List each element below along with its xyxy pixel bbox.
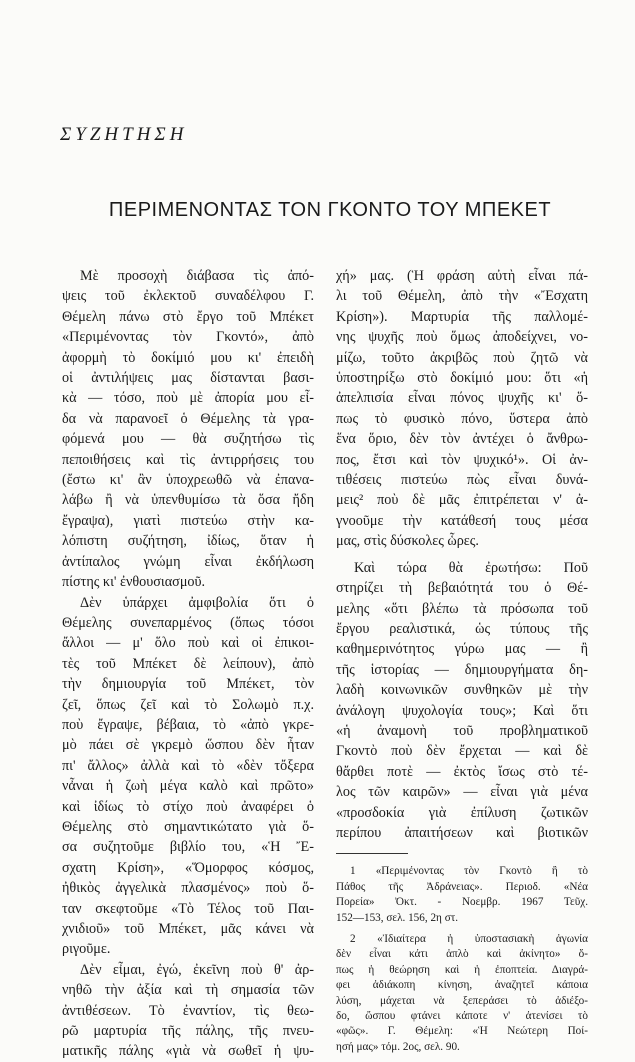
text-line: λάβω ἢ νὰ ὑπενθυμίσω τὰ ὅσα ἤδη [62, 492, 314, 509]
text-line: Θέμελης στὸ σημαντικώτατο γιὰ ὅ- [62, 818, 314, 835]
text-line: ποὺ ἔγραψε, βέβαια, τὸ «ἀπὸ γκρε- [62, 716, 314, 733]
article-title: ΠΕΡΙΜΕΝΟΝΤΑΣ ΤΟΝ ΓΚΟΝΤΟ ΤΟΥ ΜΠΕΚΕΤ [108, 199, 552, 221]
text-line: ψεις τοῦ ἐκλεκτοῦ συναδέλφου Γ. [62, 288, 314, 305]
text-line: οἱ ἀντιλήψεις μας δίστανται βασι- [62, 370, 314, 387]
text-line: νἆναι ἡ ζωὴ μέγα καλὸ καὶ πρῶτο» [62, 778, 314, 795]
text-line: ἔγραψα), γιατὶ πιστεύω στὴν κα- [62, 512, 314, 529]
text-line: νης ψυχῆς ποὺ ὅμως ἀποδείχνει, νο- [336, 329, 588, 346]
text-line: κὰ — τόσο, ποὺ μὲ ἀπορία μου εἶ- [62, 390, 314, 407]
text-line: σχατη Κρίση», «Ὅμορφος κόσμος, [62, 859, 314, 876]
footnote-line: πως ἡ θεώρηση καὶ ἡ ἐποπτεία. Διαγρά- [336, 963, 588, 976]
text-line: ἄλλοι — μ' ὅλο ποὺ καὶ οἱ ἐπικοι- [62, 635, 314, 652]
text-line: πεποιθήσεις καὶ τὶς ἀντιρρήσεις του [62, 451, 314, 468]
footnote-line: Πορεία» Ὀκτ. - Νοεμβρ. 1967 Τεῦχ. [336, 896, 588, 909]
text-line: λόπιστη συζήτηση, ἰδίως, ὅταν ἡ [62, 533, 314, 550]
footnote-line: δο, ὥσπου φτάνει κάποτε ν' ἀτενίσει τὸ [336, 1010, 588, 1023]
text-line: φόμενά μου — θὰ συζητήσω τὶς [62, 431, 314, 448]
text-line: ἀνάλογη ψυχολογία τους»; Καὶ ὅτι [336, 702, 588, 719]
text-line: Μὲ προσοχὴ διάβασα τὶς ἀπό- [80, 268, 314, 284]
footnotes [336, 864, 588, 1055]
text-line: (ἔστω κι' ἂν ὑποχρεωθῶ νὰ ἐπανα- [62, 472, 314, 489]
text-line: τὲς τοῦ Μπέκετ δὲ λείπουν), ἀπὸ [62, 655, 314, 672]
text-line: «προσδοκία γιὰ ἐπίλυση ζωτικῶν [336, 804, 588, 821]
text-line: ματικῆς πάλης «γιὰ νὰ σωθεῖ ἡ ψυ- [62, 1043, 314, 1060]
text-line: ἠθικὸς ἀγγελικὰ πλασμένος» ποὺ ὅ- [62, 880, 314, 897]
text-line: Θέμελη πάνω στὸ ἔργο τοῦ Μπέκετ [62, 308, 314, 325]
text-line: νηθῶ τὴν ἀξία καὶ τὴ σημασία τῶν [62, 982, 314, 999]
text-line: Γκοντὸ ποὺ δὲν ἔρχεται — καὶ δὲ [336, 743, 588, 760]
text-line: λος τῶν καιρῶν» — εἶναι γιὰ μένα [336, 784, 588, 801]
right-column-body [336, 266, 588, 843]
text-line: τιθέσεις πιστεύω πὼς εἶναι δυνά- [336, 472, 588, 489]
text-line: τὴν δημιουργία τοῦ Μπέκετ, τὸν [62, 676, 314, 693]
text-line: «Περιμένοντας τὸν Γκοντό», ἀπὸ [62, 329, 314, 346]
footnote-line: λύση, μάχεται νὰ ξεπεράσει τὸ ἀδιέξο- [336, 994, 588, 1007]
text-line: σα συζητοῦμε βιβλίο του, «Ἡ Ἔ- [62, 839, 314, 856]
text-line: μὸ πάει σὲ γκρεμὸ ὥσπου δὲν ἦταν [62, 737, 314, 754]
footnote-line: ησή μας» τόμ. 2ος, σελ. 90. [336, 1040, 460, 1053]
footnote-rule [336, 853, 408, 854]
text-line: ριγοῦμε. [62, 941, 111, 958]
text-line: μεις² ποὺ δὲ μᾶς ἐπιτρέπεται ν' ἀ- [336, 492, 588, 509]
text-line: λαδὴ κοινωνικῶν συνθηκῶν μὲ τὴν [336, 682, 588, 699]
text-line: θἄρθει ποτὲ — ἐκτὸς ἴσως στὸ τέ- [336, 763, 588, 780]
text-line: μας, στὶς δύσκολες ὧρες. [336, 533, 479, 550]
text-line: μίζω, τοῦτο ἀκριβῶς ποὺ ζητῶ νὰ [336, 349, 588, 366]
footnote-line: φει ἀδιάκοπη κίνηση, ἀναζητεῖ κάποια [336, 979, 588, 992]
text-line: ρῶ μαρτυρία τῆς πάλης, τῆς πνευ- [62, 1023, 314, 1040]
text-line: τῆς ἱστορίας — δημιουργήματα δη- [336, 661, 588, 678]
text-line: Κρίση»). Μαρτυρία τῆς παλλομέ- [336, 308, 588, 325]
text-line: ἕνα ὅριο, δὲν τὸν ἀντέχει ὁ ἄνθρω- [336, 431, 588, 448]
footnote-line: 152—153, σελ. 156, 2η στ. [336, 911, 459, 924]
left-column [62, 266, 314, 1062]
text-line: περίπου ἀπαιτήσεων καὶ βιοτικῶν [336, 824, 588, 841]
text-line: στηρίζει τὴ βεβαιότητά του ὁ Θέ- [336, 580, 588, 597]
text-line: πως τὸ φυσικὸ πόνο, ὕστερα ἀπὸ [336, 410, 588, 427]
text-line: Δὲν εἶμαι, ἐγώ, ἐκεῖνη ποὺ θ' ἀρ- [80, 961, 314, 978]
text-line: ἀπελπισία εἶναι πόνος ψυχῆς κι' ὅ- [336, 390, 588, 407]
text-line: χνιδιοῦ» τοῦ Μπέκετ, μᾶς κάνει νὰ [62, 921, 314, 937]
footnote-line: 1 «Περιμένοντας τὸν Γκοντὸ ἢ τὸ [350, 865, 588, 878]
text-line: χή» μας. (Ἡ φράση αὐτὴ εἶναι πά- [336, 268, 588, 284]
text-line: ζεῖ, ὅπως ζεῖ καὶ τὸ Σολωμὸ π.χ. [62, 696, 314, 713]
footnote-line: δὲν εἶναι κάτι ἁπλὸ καὶ ἀκίνητο» ὅ- [336, 948, 588, 961]
text-line: ταν σκεφτοῦμε «Τὸ Τέλος τοῦ Παι- [62, 900, 314, 917]
text-line: Καὶ τώρα θὰ ἐρωτήσω: Ποῦ [354, 559, 588, 576]
text-line: ὑποστηρίξω στὸ δοκίμιό μου: ὅτι «ἡ [336, 370, 588, 387]
text-line: ἔργου ρεαλιστικά, ὡς τύπους τῆς [336, 620, 588, 637]
text-line: γνοοῦμε τὴν κατάθεσή τους μέσα [336, 512, 588, 529]
text-line: πίστης κι' ἐνθουσιασμοῦ. [62, 574, 206, 591]
footnote-line: «φῶς». Γ. Θέμελη: «Ἡ Νεώτερη Ποί- [336, 1025, 588, 1038]
footnote-line: 2 «Ἰδιαίτερα ἡ ὑποστασιακὴ ἀγωνία [350, 933, 588, 945]
right-column [336, 266, 588, 1055]
text-line: Θέμελης συνεπαρμένος (ὅπως τόσοι [62, 614, 314, 631]
section-label: ΣΥΖΗΤΗΣΗ [60, 124, 188, 145]
text-line: ἀφορμὴ τὸ δοκίμιό μου κι' ἐπειδὴ [62, 349, 314, 366]
text-line: δα νὰ παρανοεῖ ὁ Θέμελης τὰ γρα- [62, 410, 314, 427]
text-line: πος, ἔτσι καὶ τὸν ψυχικό¹». Οἱ ἀν- [336, 451, 588, 468]
text-line: μελης «ὅτι βλέπω τὰ πρόσωπα τοῦ [336, 600, 588, 617]
text-line: ἀντίπαλος γνώμη εἶναι ἐκδήλωση [62, 553, 314, 570]
text-line: καθημερινότητος γύρω μας — ἢ [336, 641, 588, 658]
text-line: ἀντιθέσεων. Τὸ ἐναντίον, τὶς θεω- [62, 1002, 314, 1019]
text-line: λι τοῦ Θέμελη, ἀπὸ τὴν «Ἔσχατη [336, 288, 588, 305]
footnote-line: Πάθος τῆς Ἀδράνειας». Περιοδ. «Νέα [336, 880, 588, 893]
text-line: Δὲν ὑπάρχει ἀμφιβολία ὅτι ὁ [80, 594, 314, 611]
text-line: πι' ἄλλος» ἀλλὰ καὶ τὸ «δὲν τὄξερα [62, 757, 314, 774]
text-line: «ἡ ἀναμονὴ τοῦ προβληματικοῦ [336, 722, 588, 739]
text-line: καὶ ἰδίως τὸ στίχο ποὺ ἀναφέρει ὁ [62, 798, 314, 815]
